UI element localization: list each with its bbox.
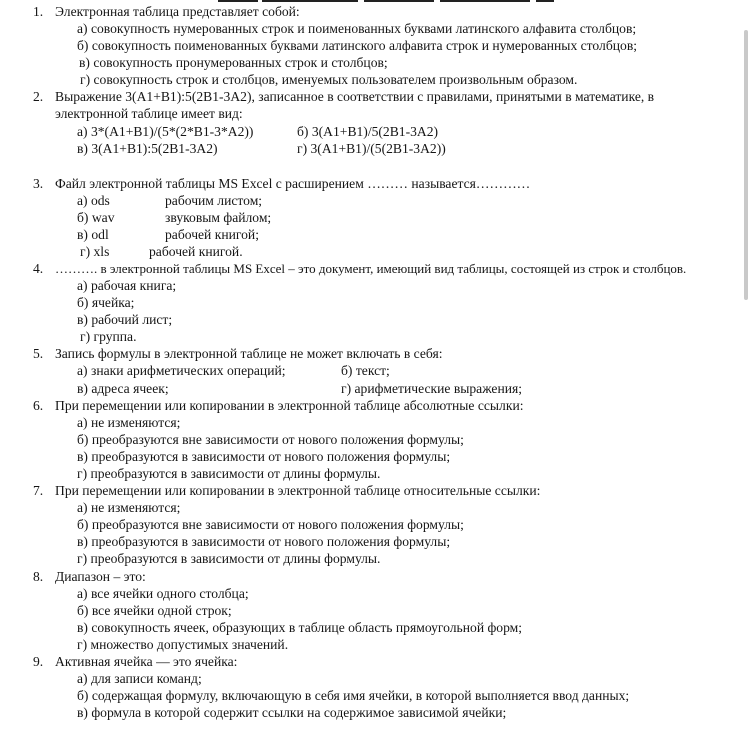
option-9d-cut-off xyxy=(77,721,337,730)
option-5d: г) арифметические выражения; xyxy=(341,381,523,396)
option-4a: а) рабочая книга; xyxy=(77,278,177,293)
option-2a: а) 3*(A1+B1)/(5*(2*B1-3*A2)) xyxy=(77,124,254,139)
question-number: 3. xyxy=(33,176,44,191)
option-9a: а) для записи команд; xyxy=(77,671,202,686)
option-6a: а) не изменяются; xyxy=(77,415,181,430)
option-8b: б) все ячейки одной строк; xyxy=(77,603,232,618)
option-9c: в) формула в которой содержит ссылки на содержимое зависимой ячейки; xyxy=(77,705,507,720)
option-7c: в) преобразуются в зависимости от нового положения формулы; xyxy=(77,534,451,549)
option-8c: в) совокупность ячеек, образующих в таблице область прямоугольной форм; xyxy=(77,620,523,635)
option-1c: в) совокупность пронумерованных строк и столбцов; xyxy=(79,55,388,70)
option-1b: б) совокупность поименованных буквами латинского алфавита строк и нумерованных столбцов; xyxy=(77,38,638,53)
question-number: 8. xyxy=(33,569,44,584)
option-5a: а) знаки арифметических операций; xyxy=(77,363,286,378)
question-3 xyxy=(33,175,530,192)
question-8 xyxy=(33,568,146,585)
question-text: При перемещении или копировании в электронной таблице относительные ссылки: xyxy=(55,483,541,498)
option-4c: в) рабочий лист; xyxy=(77,312,173,327)
question-text: Электронная таблица представляет собой: xyxy=(55,4,300,19)
question-4 xyxy=(33,260,686,277)
option-8a: а) все ячейки одного столбца; xyxy=(77,586,249,601)
question-9 xyxy=(33,653,237,670)
option-2b: б) 3(A1+B1)/5(2B1-3A2) xyxy=(297,124,439,139)
scrollbar-thumb[interactable] xyxy=(744,30,748,300)
question-6 xyxy=(33,397,524,414)
question-text: Диапазон – это: xyxy=(55,569,146,584)
option-6b: б) преобразуются вне зависимости от нового положения формулы; xyxy=(77,432,464,447)
question-number: 9. xyxy=(33,654,44,669)
question-text: Файл электронной таблицы MS Excel с расширением ……… называется………… xyxy=(55,176,531,191)
option-4d: г) группа. xyxy=(80,329,137,344)
question-number: 2. xyxy=(33,89,44,104)
option-5b: б) текст; xyxy=(341,363,390,378)
option-2c: в) 3(A1+B1):5(2B1-3A2) xyxy=(77,141,218,156)
question-text: Выражение 3(A1+B1):5(2B1-3A2), записанное в соответствии с правилами, принятыми в математике, в xyxy=(55,89,655,104)
question-number: 1. xyxy=(33,4,44,19)
question-7 xyxy=(33,482,540,499)
option-3d-key: г) xls xyxy=(80,244,110,259)
option-1d: г) совокупность строк и столбцов, именуемых пользователем произвольным образом. xyxy=(80,72,578,87)
option-9b: б) содержащая формулу, включающую в себя имя ячейки, в которой выполняется ввод данных; xyxy=(77,688,630,703)
option-3d-value: рабочей книгой. xyxy=(149,244,243,259)
option-3a-key: а) ods xyxy=(77,193,110,208)
option-3c-value: рабочей книгой; xyxy=(165,227,259,242)
option-4b: б) ячейка; xyxy=(77,295,135,310)
question-5 xyxy=(33,345,443,362)
question-number: 5. xyxy=(33,346,44,361)
question-2-continuation: электронной таблице имеет вид: xyxy=(55,106,243,121)
option-6d: г) преобразуются в зависимости от длины формулы. xyxy=(77,466,381,481)
question-1 xyxy=(33,3,300,20)
option-3a-value: рабочим листом; xyxy=(165,193,263,208)
question-number: 7. xyxy=(33,483,44,498)
question-text: ………. в электронной таблицы MS Excel – это документ, имеющий вид таблицы, состоящей из строк и столбцов. xyxy=(55,261,687,276)
question-text: Запись формулы в электронной таблице не может включать в себя: xyxy=(55,346,443,361)
question-2 xyxy=(33,88,654,105)
option-1a: а) совокупность нумерованных строк и поименованных буквами латинского алфавита столбцов; xyxy=(77,21,637,36)
option-3b-key: б) wav xyxy=(77,210,115,225)
option-7b: б) преобразуются вне зависимости от нового положения формулы; xyxy=(77,517,464,532)
question-number: 6. xyxy=(33,398,44,413)
option-6c: в) преобразуются в зависимости от нового положения формулы; xyxy=(77,449,451,464)
question-number: 4. xyxy=(33,261,44,276)
option-5c: в) адреса ячеек; xyxy=(77,381,169,396)
option-7d: г) преобразуются в зависимости от длины формулы. xyxy=(77,551,381,566)
question-text: При перемещении или копировании в электронной таблице абсолютные ссылки: xyxy=(55,398,524,413)
question-text: Активная ячейка — это ячейка: xyxy=(55,654,238,669)
option-3b-value: звуковым файлом; xyxy=(165,210,272,225)
option-3c-key: в) odl xyxy=(77,227,109,242)
option-2d: г) 3(A1+B1)/(5(2B1-3A2)) xyxy=(297,141,446,156)
cut-off-title xyxy=(0,0,750,2)
option-8d: г) множество допустимых значений. xyxy=(77,637,289,652)
option-7a: а) не изменяются; xyxy=(77,500,181,515)
